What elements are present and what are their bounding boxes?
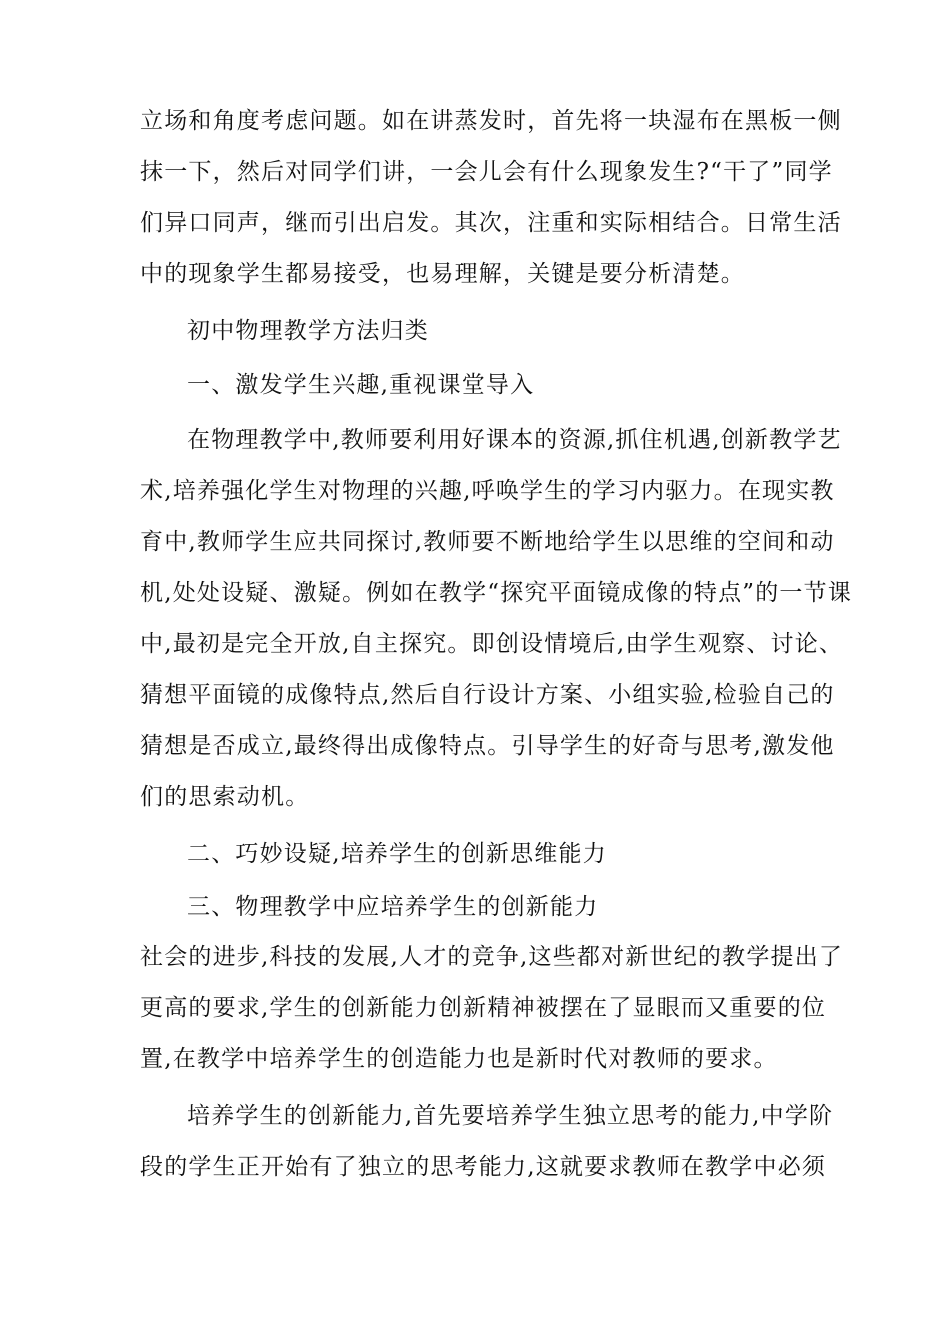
paragraph-line: 术,培养强化学生对物理的兴趣,呼唤学生的学习内驱力。在现实教 <box>140 478 835 504</box>
subsection-heading: 二、巧妙设疑,培养学生的创新思维能力 <box>187 841 607 867</box>
paragraph-line: 中的现象学生都易接受，也易理解，关键是要分析清楚。 <box>140 261 745 287</box>
paragraph-line: 育中,教师学生应共同探讨,教师要不断地给学生以思维的空间和动 <box>140 529 835 555</box>
section-heading: 初中物理教学方法归类 <box>187 318 429 344</box>
paragraph-line: 中,最初是完全开放,自主探究。即创设情境后,由学生观察、讨论、 <box>140 631 844 657</box>
paragraph-line: 在物理教学中,教师要利用好课本的资源,抓住机遇,创新教学艺 <box>187 427 842 453</box>
subsection-heading: 三、物理教学中应培养学生的创新能力 <box>187 894 599 920</box>
paragraph-line: 立场和角度考虑问题。如在讲蒸发时，首先将一块湿布在黑板一侧 <box>140 108 842 134</box>
paragraph-line: 猜想平面镜的成像特点,然后自行设计方案、小组实验,检验自己的 <box>140 682 835 708</box>
paragraph-line: 们异口同声，继而引出启发。其次，注重和实际相结合。日常生活 <box>140 210 842 236</box>
paragraph-line: 更高的要求,学生的创新能力创新精神被摆在了显眼而又重要的位 <box>140 995 827 1021</box>
paragraph-line: 培养学生的创新能力,首先要培养学生独立思考的能力,中学阶 <box>187 1103 834 1129</box>
paragraph-line: 们的思索动机。 <box>140 784 310 810</box>
paragraph-line: 抹一下，然后对同学们讲，一会儿会有什么现象发生?“干了”同学 <box>140 159 833 185</box>
paragraph-line: 置,在教学中培养学生的创造能力也是新时代对教师的要求。 <box>140 1046 778 1072</box>
paragraph-line: 机,处处设疑、激疑。例如在教学“探究平面镜成像的特点”的一节课 <box>140 580 853 606</box>
subsection-heading: 一、激发学生兴趣,重视课堂导入 <box>187 372 535 398</box>
paragraph-line: 社会的进步,科技的发展,人才的竞争,这些都对新世纪的教学提出了 <box>140 944 844 970</box>
paragraph-line: 段的学生正开始有了独立的思考能力,这就要求教师在教学中必须 <box>140 1154 827 1180</box>
paragraph-line: 猜想是否成立,最终得出成像特点。引导学生的好奇与思考,激发他 <box>140 733 835 759</box>
